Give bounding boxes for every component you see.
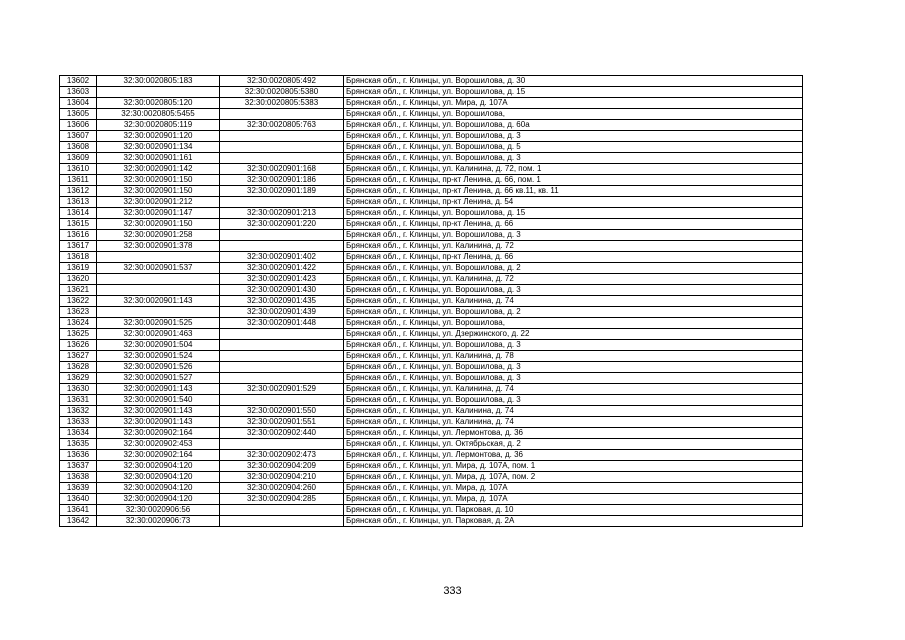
- table-row: [60, 208, 803, 219]
- object-cadastral-number-cell: [220, 109, 344, 120]
- cadastral-number-cell: 32:30:0020901:120: [97, 131, 220, 142]
- row-number-cell: 13604: [60, 98, 97, 109]
- table-row: [60, 417, 803, 428]
- cadastral-number-cell: 32:30:0020904:120: [97, 494, 220, 505]
- object-cadastral-number-cell: [220, 241, 344, 252]
- table-row: [60, 439, 803, 450]
- table-row: [60, 296, 803, 307]
- table-row: [60, 142, 803, 153]
- object-cadastral-number-cell: [220, 142, 344, 153]
- address-cell: Брянская обл., г. Клинцы, ул. Ворошилова, д. 60а: [344, 120, 803, 131]
- address-cell: Брянская обл., г. Клинцы, ул. Калинина, д. 74: [344, 384, 803, 395]
- cadastral-number-cell: 32:30:0020901:134: [97, 142, 220, 153]
- object-cadastral-number-cell: 32:30:0020805:492: [220, 76, 344, 87]
- cadastral-number-cell: 32:30:0020901:142: [97, 164, 220, 175]
- object-cadastral-number-cell: [220, 362, 344, 373]
- table-row: [60, 274, 803, 285]
- row-number-cell: 13642: [60, 516, 97, 527]
- cadastral-number-cell: 32:30:0020904:120: [97, 461, 220, 472]
- row-number-cell: 13621: [60, 285, 97, 296]
- address-cell: Брянская обл., г. Клинцы, ул. Ворошилова, д. 5: [344, 142, 803, 153]
- address-cell: Брянская обл., г. Клинцы, ул. Ворошилова, д. 2: [344, 307, 803, 318]
- cadastral-number-cell: 32:30:0020901:143: [97, 384, 220, 395]
- cadastral-number-cell: 32:30:0020901:527: [97, 373, 220, 384]
- address-cell: Брянская обл., г. Клинцы, ул. Мира, д. 107А: [344, 483, 803, 494]
- row-number-cell: 13630: [60, 384, 97, 395]
- table-row: [60, 197, 803, 208]
- row-number-cell: 13607: [60, 131, 97, 142]
- object-cadastral-number-cell: 32:30:0020904:210: [220, 472, 344, 483]
- object-cadastral-number-cell: [220, 197, 344, 208]
- row-number-cell: 13635: [60, 439, 97, 450]
- object-cadastral-number-cell: 32:30:0020902:440: [220, 428, 344, 439]
- cadastral-number-cell: [97, 285, 220, 296]
- address-cell: Брянская обл., г. Клинцы, ул. Мира, д. 107А: [344, 494, 803, 505]
- row-number-cell: 13626: [60, 340, 97, 351]
- table-row: [60, 153, 803, 164]
- cadastral-number-cell: 32:30:0020805:120: [97, 98, 220, 109]
- row-number-cell: 13629: [60, 373, 97, 384]
- address-cell: Брянская обл., г. Клинцы, ул. Ворошилова, д. 30: [344, 76, 803, 87]
- table-row: [60, 351, 803, 362]
- table-row: [60, 428, 803, 439]
- row-number-cell: 13603: [60, 87, 97, 98]
- table-row: [60, 241, 803, 252]
- cadastral-number-cell: [97, 274, 220, 285]
- table-row: [60, 516, 803, 527]
- address-cell: Брянская обл., г. Клинцы, ул. Ворошилова, д. 3: [344, 131, 803, 142]
- address-cell: Брянская обл., г. Клинцы, ул. Калинина, д. 72: [344, 274, 803, 285]
- table-row: [60, 461, 803, 472]
- table-row: [60, 263, 803, 274]
- cadastral-number-cell: 32:30:0020901:143: [97, 406, 220, 417]
- address-cell: Брянская обл., г. Клинцы, ул. Ворошилова, д. 3: [344, 395, 803, 406]
- cadastral-number-cell: 32:30:0020901:537: [97, 263, 220, 274]
- object-cadastral-number-cell: [220, 340, 344, 351]
- row-number-cell: 13613: [60, 197, 97, 208]
- row-number-cell: 13640: [60, 494, 97, 505]
- row-number-cell: 13618: [60, 252, 97, 263]
- cadastral-number-cell: 32:30:0020902:453: [97, 439, 220, 450]
- registry-table-body: [60, 76, 803, 527]
- address-cell: Брянская обл., г. Клинцы, пр-кт Ленина, д. 66 кв.11, кв. 11: [344, 186, 803, 197]
- table-row: [60, 318, 803, 329]
- cadastral-number-cell: 32:30:0020901:150: [97, 219, 220, 230]
- row-number-cell: 13622: [60, 296, 97, 307]
- object-cadastral-number-cell: [220, 329, 344, 340]
- row-number-cell: 13612: [60, 186, 97, 197]
- cadastral-number-cell: 32:30:0020901:150: [97, 175, 220, 186]
- row-number-cell: 13633: [60, 417, 97, 428]
- address-cell: Брянская обл., г. Клинцы, ул. Дзержинского, д. 22: [344, 329, 803, 340]
- row-number-cell: 13610: [60, 164, 97, 175]
- object-cadastral-number-cell: 32:30:0020901:423: [220, 274, 344, 285]
- row-number-cell: 13620: [60, 274, 97, 285]
- cadastral-number-cell: 32:30:0020902:164: [97, 450, 220, 461]
- cadastral-number-cell: 32:30:0020805:119: [97, 120, 220, 131]
- object-cadastral-number-cell: 32:30:0020901:168: [220, 164, 344, 175]
- address-cell: Брянская обл., г. Клинцы, ул. Ворошилова, д. 3: [344, 285, 803, 296]
- table-row: [60, 472, 803, 483]
- table-row: [60, 384, 803, 395]
- cadastral-number-cell: 32:30:0020901:212: [97, 197, 220, 208]
- cadastral-number-cell: [97, 307, 220, 318]
- object-cadastral-number-cell: 32:30:0020904:260: [220, 483, 344, 494]
- object-cadastral-number-cell: 32:30:0020901:439: [220, 307, 344, 318]
- table-row: [60, 494, 803, 505]
- object-cadastral-number-cell: 32:30:0020805:763: [220, 120, 344, 131]
- table-row: [60, 175, 803, 186]
- address-cell: Брянская обл., г. Клинцы, ул. Ворошилова, д. 3: [344, 373, 803, 384]
- cadastral-number-cell: 32:30:0020901:143: [97, 417, 220, 428]
- object-cadastral-number-cell: 32:30:0020901:189: [220, 186, 344, 197]
- page-number: 333: [443, 585, 462, 597]
- object-cadastral-number-cell: [220, 516, 344, 527]
- table-row: [60, 285, 803, 296]
- row-number-cell: 13606: [60, 120, 97, 131]
- address-cell: Брянская обл., г. Клинцы, ул. Ворошилова, д. 2: [344, 263, 803, 274]
- row-number-cell: 13619: [60, 263, 97, 274]
- address-cell: Брянская обл., г. Клинцы, пр-кт Ленина, д. 66: [344, 252, 803, 263]
- object-cadastral-number-cell: [220, 230, 344, 241]
- address-cell: Брянская обл., г. Клинцы, ул. Калинина, д. 78: [344, 351, 803, 362]
- object-cadastral-number-cell: 32:30:0020904:285: [220, 494, 344, 505]
- cadastral-number-cell: 32:30:0020901:378: [97, 241, 220, 252]
- cadastral-number-cell: 32:30:0020805:5455: [97, 109, 220, 120]
- table-row: [60, 131, 803, 142]
- cadastral-number-cell: 32:30:0020901:525: [97, 318, 220, 329]
- address-cell: Брянская обл., г. Клинцы, ул. Ворошилова, д. 15: [344, 87, 803, 98]
- address-cell: Брянская обл., г. Клинцы, ул. Калинина, д. 72, пом. 1: [344, 164, 803, 175]
- cadastral-number-cell: 32:30:0020906:56: [97, 505, 220, 516]
- row-number-cell: 13625: [60, 329, 97, 340]
- address-cell: Брянская обл., г. Клинцы, ул. Калинина, д. 74: [344, 417, 803, 428]
- table-row: [60, 483, 803, 494]
- object-cadastral-number-cell: [220, 439, 344, 450]
- object-cadastral-number-cell: 32:30:0020805:5380: [220, 87, 344, 98]
- address-cell: Брянская обл., г. Клинцы, ул. Мира, д. 107А: [344, 98, 803, 109]
- address-cell: Брянская обл., г. Клинцы, ул. Ворошилова, д. 3: [344, 362, 803, 373]
- cadastral-number-cell: 32:30:0020901:143: [97, 296, 220, 307]
- cadastral-number-cell: [97, 87, 220, 98]
- table-row: [60, 230, 803, 241]
- address-cell: Брянская обл., г. Клинцы, ул. Мира, д. 107А, пом. 2: [344, 472, 803, 483]
- address-cell: Брянская обл., г. Клинцы, ул. Лермонтова, д. 36: [344, 450, 803, 461]
- object-cadastral-number-cell: [220, 153, 344, 164]
- cadastral-number-cell: 32:30:0020901:504: [97, 340, 220, 351]
- object-cadastral-number-cell: 32:30:0020805:5383: [220, 98, 344, 109]
- cadastral-number-cell: 32:30:0020901:258: [97, 230, 220, 241]
- row-number-cell: 13615: [60, 219, 97, 230]
- row-number-cell: 13639: [60, 483, 97, 494]
- row-number-cell: 13614: [60, 208, 97, 219]
- table-row: [60, 340, 803, 351]
- row-number-cell: 13632: [60, 406, 97, 417]
- cadastral-number-cell: 32:30:0020902:164: [97, 428, 220, 439]
- table-row: [60, 98, 803, 109]
- cadastral-number-cell: 32:30:0020904:120: [97, 472, 220, 483]
- table-row: [60, 395, 803, 406]
- address-cell: Брянская обл., г. Клинцы, ул. Ворошилова, д. 3: [344, 230, 803, 241]
- address-cell: Брянская обл., г. Клинцы, ул. Парковая, д. 2А: [344, 516, 803, 527]
- row-number-cell: 13637: [60, 461, 97, 472]
- object-cadastral-number-cell: 32:30:0020901:551: [220, 417, 344, 428]
- row-number-cell: 13602: [60, 76, 97, 87]
- object-cadastral-number-cell: 32:30:0020904:209: [220, 461, 344, 472]
- object-cadastral-number-cell: 32:30:0020901:422: [220, 263, 344, 274]
- object-cadastral-number-cell: 32:30:0020901:213: [220, 208, 344, 219]
- object-cadastral-number-cell: 32:30:0020901:220: [220, 219, 344, 230]
- cadastral-number-cell: 32:30:0020805:183: [97, 76, 220, 87]
- row-number-cell: 13623: [60, 307, 97, 318]
- cadastral-number-cell: [97, 252, 220, 263]
- table-row: [60, 87, 803, 98]
- table-row: [60, 164, 803, 175]
- table-row: [60, 373, 803, 384]
- address-cell: Брянская обл., г. Клинцы, ул. Парковая, д. 10: [344, 505, 803, 516]
- table-row: [60, 186, 803, 197]
- row-number-cell: 13631: [60, 395, 97, 406]
- address-cell: Брянская обл., г. Клинцы, ул. Ворошилова, д. 3: [344, 153, 803, 164]
- address-cell: Брянская обл., г. Клинцы, ул. Ворошилова,: [344, 109, 803, 120]
- object-cadastral-number-cell: [220, 131, 344, 142]
- object-cadastral-number-cell: [220, 373, 344, 384]
- object-cadastral-number-cell: 32:30:0020901:402: [220, 252, 344, 263]
- table-row: [60, 406, 803, 417]
- object-cadastral-number-cell: 32:30:0020902:473: [220, 450, 344, 461]
- table-row: [60, 76, 803, 87]
- row-number-cell: 13608: [60, 142, 97, 153]
- address-cell: Брянская обл., г. Клинцы, ул. Ворошилова,: [344, 318, 803, 329]
- address-cell: Брянская обл., г. Клинцы, ул. Ворошилова, д. 3: [344, 340, 803, 351]
- cadastral-number-cell: 32:30:0020901:526: [97, 362, 220, 373]
- address-cell: Брянская обл., г. Клинцы, ул. Калинина, д. 74: [344, 296, 803, 307]
- row-number-cell: 13638: [60, 472, 97, 483]
- object-cadastral-number-cell: [220, 505, 344, 516]
- cadastral-number-cell: 32:30:0020901:147: [97, 208, 220, 219]
- row-number-cell: 13616: [60, 230, 97, 241]
- cadastral-number-cell: 32:30:0020901:463: [97, 329, 220, 340]
- object-cadastral-number-cell: 32:30:0020901:448: [220, 318, 344, 329]
- table-row: [60, 505, 803, 516]
- table-row: [60, 329, 803, 340]
- table-row: [60, 307, 803, 318]
- row-number-cell: 13634: [60, 428, 97, 439]
- row-number-cell: 13611: [60, 175, 97, 186]
- object-cadastral-number-cell: 32:30:0020901:550: [220, 406, 344, 417]
- row-number-cell: 13624: [60, 318, 97, 329]
- row-number-cell: 13628: [60, 362, 97, 373]
- table-row: [60, 109, 803, 120]
- table-row: [60, 120, 803, 131]
- object-cadastral-number-cell: [220, 351, 344, 362]
- object-cadastral-number-cell: 32:30:0020901:529: [220, 384, 344, 395]
- table-row: [60, 219, 803, 230]
- table-row: [60, 450, 803, 461]
- cadastral-number-cell: 32:30:0020901:524: [97, 351, 220, 362]
- row-number-cell: 13617: [60, 241, 97, 252]
- address-cell: Брянская обл., г. Клинцы, ул. Калинина, д. 74: [344, 406, 803, 417]
- cadastral-number-cell: 32:30:0020904:120: [97, 483, 220, 494]
- row-number-cell: 13605: [60, 109, 97, 120]
- object-cadastral-number-cell: [220, 395, 344, 406]
- object-cadastral-number-cell: 32:30:0020901:186: [220, 175, 344, 186]
- address-cell: Брянская обл., г. Клинцы, ул. Лермонтова, д. 36: [344, 428, 803, 439]
- address-cell: Брянская обл., г. Клинцы, пр-кт Ленина, д. 66: [344, 219, 803, 230]
- object-cadastral-number-cell: 32:30:0020901:435: [220, 296, 344, 307]
- address-cell: Брянская обл., г. Клинцы, ул. Мира, д. 107А, пом. 1: [344, 461, 803, 472]
- cadastral-number-cell: 32:30:0020901:540: [97, 395, 220, 406]
- cadastral-number-cell: 32:30:0020901:161: [97, 153, 220, 164]
- row-number-cell: 13627: [60, 351, 97, 362]
- table-row: [60, 362, 803, 373]
- cadastral-number-cell: 32:30:0020901:150: [97, 186, 220, 197]
- address-cell: Брянская обл., г. Клинцы, ул. Ворошилова, д. 15: [344, 208, 803, 219]
- row-number-cell: 13609: [60, 153, 97, 164]
- address-cell: Брянская обл., г. Клинцы, ул. Калинина, д. 72: [344, 241, 803, 252]
- address-cell: Брянская обл., г. Клинцы, пр-кт Ленина, д. 66, пом. 1: [344, 175, 803, 186]
- address-cell: Брянская обл., г. Клинцы, пр-кт Ленина, д. 54: [344, 197, 803, 208]
- cadastral-number-cell: 32:30:0020906:73: [97, 516, 220, 527]
- address-cell: Брянская обл., г. Клинцы, ул. Октябрьская, д. 2: [344, 439, 803, 450]
- row-number-cell: 13636: [60, 450, 97, 461]
- object-cadastral-number-cell: 32:30:0020901:430: [220, 285, 344, 296]
- registry-table: [59, 75, 803, 527]
- table-row: [60, 252, 803, 263]
- row-number-cell: 13641: [60, 505, 97, 516]
